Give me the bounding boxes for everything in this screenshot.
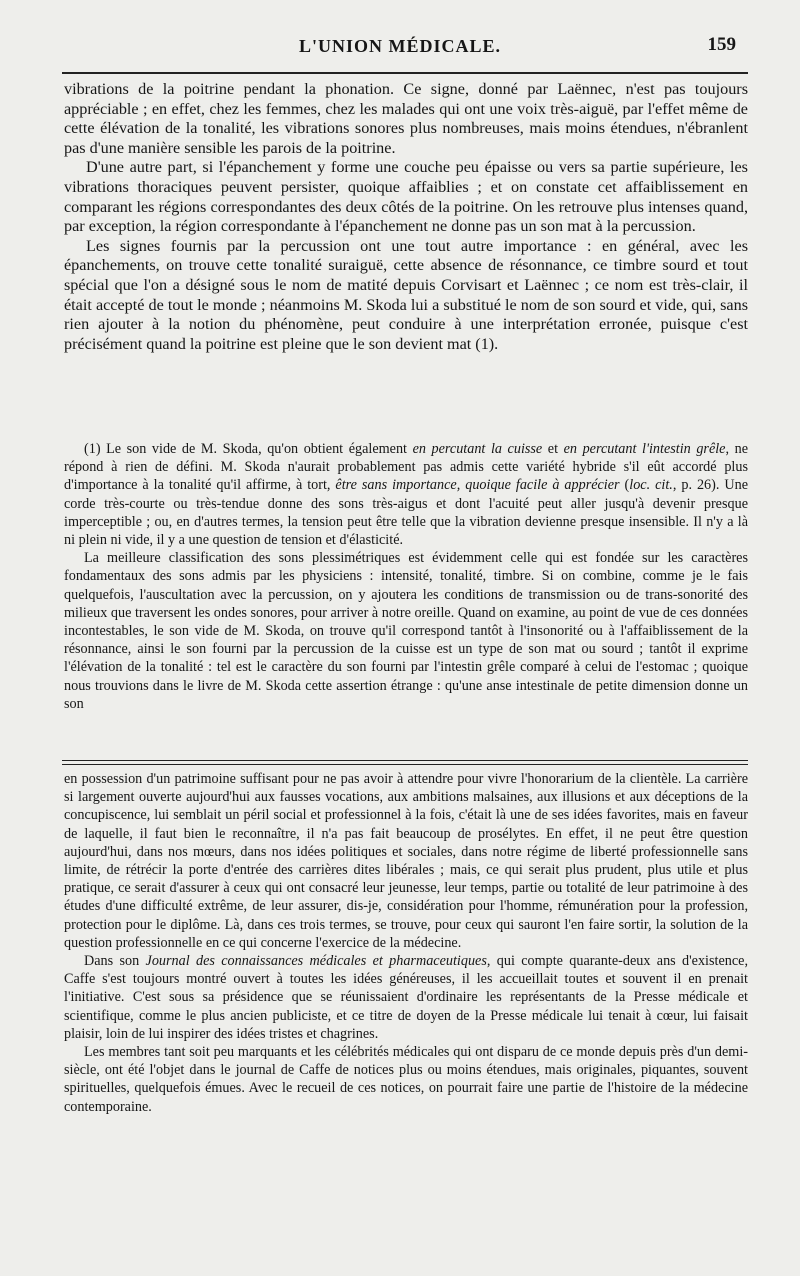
feuilleton-text	[64, 770, 748, 1116]
feuilleton-text-run: , qui compte quarante-deux ans d'existence, Caffe s'est toujours montré ouvert à toutes les idées généreuses, il les accueillait toutes et souvent il en prenait l'initiative. C'est sous sa présidence que se réunissaient d'ordinaire les représentants de la Presse médicale et scientifique, comme le plus ancien publiciste, et ce titre de doyen de la Presse médicale lui tenait à cœur, lui faisait plaisir, loin de lui inspirer des idées tristes et chagrines.	[64, 953, 748, 1042]
feuilleton-paragraph: en possession d'un patrimoine suffisant pour ne pas avoir à attendre pour vivre l'honorarium de la clientèle. La carrière si largement ouverte aujourd'hui aux fausses vocations, aux ambitions malsaines, aux illusions et aux déceptions de la concupiscence, lui semblait un péril social et professionnel à la fois, c'était là une de ses idées favorites, mais en faveur de laquelle, il faut bien le reconnaître, il n'a pas fait beaucoup de prosélytes. En effet, il ne peut être question aujourd'hui, dans nos mœurs, dans nos idées politiques et sociales, dans notre régime de liberté professionnelle sans limite, de rétrécir la porte d'entrée des carrières dites libérales ; mais, ce qui serait plus prudent, plus utile et plus pratique, ce serait d'assurer à ceux qui ont consacré leur jeunesse, leur temps, partie ou totalité de leur patrimoine à des études d'une difficulté extrême, de leur assurer, dis-je, considération pour l'homme, rémunération pour la profession, protection pour le diplôme. Là, dans ces trois termes, se trouve, pour ceux qui sauront l'en faire sortir, la solution de la question professionnelle en ce qui concerne l'exercice de la médecine.	[64, 771, 748, 951]
footnote-text: et	[542, 441, 564, 457]
footnote-text: (	[619, 477, 630, 494]
footnote-italic: en percutant l'intestin grêle	[563, 441, 726, 457]
footnote-paragraph	[64, 440, 748, 549]
feuilleton-paragraph	[64, 952, 748, 1043]
feuilleton-paragraph: Les membres tant soit peu marquants et les célébrités médicales qui ont disparu de ce monde depuis près d'un demi-siècle, ont été l'objet dans le journal de Caffe de notices plus ou moins étendues, mais originales, piquantes, souvent spirituelles, quelquefois émues. Avec le recueil de ces notices, on pourrait faire une partie de l'histoire de la médecine contemporaine.	[64, 1044, 748, 1115]
page-number: 159	[707, 34, 736, 55]
footnote-italic: en percutant la cuisse	[412, 441, 543, 457]
header-rule	[62, 72, 748, 74]
main-body-text	[64, 80, 748, 354]
footnote-text: , ne répond à rien de défini. M. Skoda n'aurait probablement pas admis cette variété hybride s'il eût accordé plus d'importance à la tonalité qu'il affirme, à tort,	[64, 441, 748, 494]
body-paragraph: D'une autre part, si l'épanchement y forme une couche peu épaisse ou vers sa partie supérieure, les vibrations thoraciques peuvent persister, quoique affaiblies ; et on constate cet affaiblissement en comparant les régions correspondantes des deux côtés de la poitrine. On les retrouve plus intenses quand, par exception, la région correspondante à l'épanchement ne donne pas un son mat à la percussion.	[64, 158, 748, 236]
body-paragraph: vibrations de la poitrine pendant la phonation. Ce signe, donné par Laënnec, n'est pas toujours appréciable ; en effet, chez les femmes, chez les malades qui ont une voix très-aiguë, par l'effet même de cette élévation de la tonalité, les vibrations sonores plus nombreuses, mais moins étendues, n'ébranlent pas d'une manière sensible les parois de la poitrine.	[64, 80, 748, 157]
footnote-text: (1) Le son vide de M. Skoda, qu'on obtient également	[84, 441, 413, 457]
body-paragraph: Les signes fournis par la percussion ont une tout autre importance : en général, avec les épanchements, on trouve cette tonalité suraiguë, cette absence de résonnance, ce timbre sourd et tout spécial que l'on a désigné sous le nom de matité depuis Corvisart et Laënnec ; ce nom est très-clair, il était accepté de tout le monde ; néanmoins M. Skoda lui a substitué le nom de son sourd et vide, qui, sans rien ajouter à la notion du phénomène, peut conduire à une interprétation erronée, puisque c'est précisément quand la poitrine est pleine que le son devient mat (1).	[64, 236, 748, 353]
running-title: L'UNION MÉDICALE.	[298, 36, 502, 56]
footnote	[64, 440, 748, 713]
footnote-italic: être sans importance, quoique facile à apprécier	[335, 477, 620, 494]
footnote-paragraph: La meilleure classification des sons plessimétriques est évidemment celle qui est fondée sur les caractères fondamentaux des sons admis par les physiciens : intensité, tonalité, timbre. Si on combine, comme je le fais quelquefois, l'auscultation avec la percussion, on y ajoutera les conditions de transmission ou de trans-sonorité des milieux que traversent les ondes sonores, pour arriver à notre oreille. Quand on examine, au point de vue de ces données incontestables, le son vide de M. Skoda, on trouve qu'il correspond tantôt à l'insonorité ou à l'affaiblissement de la résonnance, ainsi le son fourni par la percussion de la cuisse est un type de son mat ou sourd ; tantôt il exprime l'élévation de la tonalité : tel est le caractère du son fourni par l'intestin grêle comparé à celui de l'estomac ; quoique nous trouvions dans le livre de M. Skoda cette assertion étrange : qu'une anse intestinale de petite dimension donne un son	[64, 550, 748, 712]
journal-title: Journal des connaissances médicales et pharmaceutiques	[145, 953, 487, 970]
footnote-italic: loc. cit.	[629, 477, 673, 494]
feuilleton-text-run: Dans son	[84, 953, 146, 970]
feuilleton-separator-rule	[62, 760, 748, 765]
footnote-text: , p. 26). Une corde très-courte ou très-tendue donne des sons très-aigus et dont l'acuité peut aller jusqu'à devenir presque imperceptible ; ou, en d'autres termes, la tension peut être telle que la vibration devienne presque insensible. Il n'y a là ni plein ni vide, il y a une question de tension et d'élasticité.	[64, 477, 748, 549]
running-header	[0, 30, 800, 60]
